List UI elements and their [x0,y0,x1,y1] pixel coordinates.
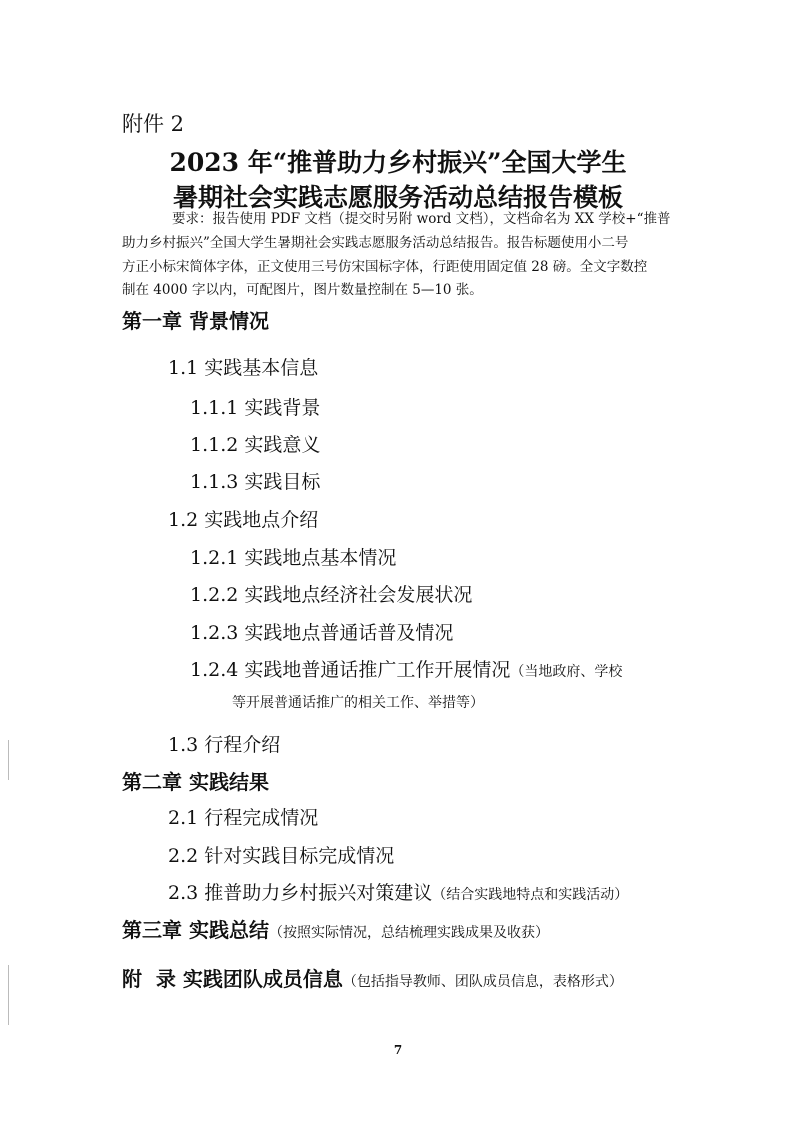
section-1-2-4-note-cont: 等开展普通话推广的相关工作、举措等） [232,695,484,711]
chapter-3-note: （按照实际情况，总结梳理实践成果及收获） [268,925,549,941]
requirements-line-1: 要求：报告使用 PDF 文档（提交时另附 word 文档），文档命名为 XX 学校+“推普 [172,211,671,227]
attachment-label: 附件 2 [122,112,185,136]
section-2-3 [168,878,628,905]
chapter-3-title: 第三章 实践总结 [122,918,269,942]
section-2-2: 2.2 针对实践目标完成情况 [168,845,395,867]
section-1-1: 1.1 实践基本信息 [168,357,319,379]
title-line-2: 暑期社会实践志愿服务活动总结报告模板 [172,183,623,212]
section-1-2: 1.2 实践地点介绍 [168,509,319,531]
section-1-2-2: 1.2.2 实践地点经济社会发展状况 [190,584,473,606]
section-1-1-1: 1.1.1 实践背景 [190,397,321,419]
title-line-1: 2023 年“推普助力乡村振兴”全国大学生 [169,148,627,177]
section-1-2-1: 1.2.1 实践地点基本情况 [190,547,397,569]
page-number: 7 [393,1043,403,1057]
section-2-3-note: （结合实践地特点和实践活动） [432,887,629,903]
chapter-3-heading [122,914,549,943]
requirements-line-2: 助力乡村振兴”全国大学生暑期社会实践志愿服务活动总结报告。报告标题使用小二号 [122,235,629,251]
scan-artifact-mark [8,965,9,1025]
chapter-2-heading: 第二章 实践结果 [122,770,269,794]
section-1-2-4-note: （当地政府、学校 [510,664,623,680]
requirements-line-4: 制在 4000 字以内，可配图片，图片数量控制在 5—10 张。 [122,282,483,298]
section-1-2-4-title: 1.2.4 实践地普通话推广工作开展情况 [190,659,511,681]
section-1-1-3: 1.1.3 实践目标 [190,471,321,493]
scan-artifact-mark [8,740,9,780]
chapter-1-heading: 第一章 背景情况 [122,309,269,333]
section-1-2-4 [190,655,622,682]
section-1-2-3: 1.2.3 实践地点普通话普及情况 [190,622,454,644]
section-1-1-2: 1.1.2 实践意义 [190,434,321,456]
requirements-line-3: 方正小标宋简体字体，正文使用三号仿宋国标字体，行距使用固定值 28 磅。全文字数控 [122,259,648,275]
section-2-1: 2.1 行程完成情况 [168,807,319,829]
appendix-title: 实践团队成员信息 [182,967,343,991]
appendix-note: （包括指导教师、团队成员信息，表格形式） [342,974,623,990]
section-1-3: 1.3 行程介绍 [168,734,281,756]
appendix-heading [122,963,623,992]
section-2-3-title: 2.3 推普助力乡村振兴对策建议 [168,882,433,904]
appendix-label: 附 录 [122,967,176,991]
